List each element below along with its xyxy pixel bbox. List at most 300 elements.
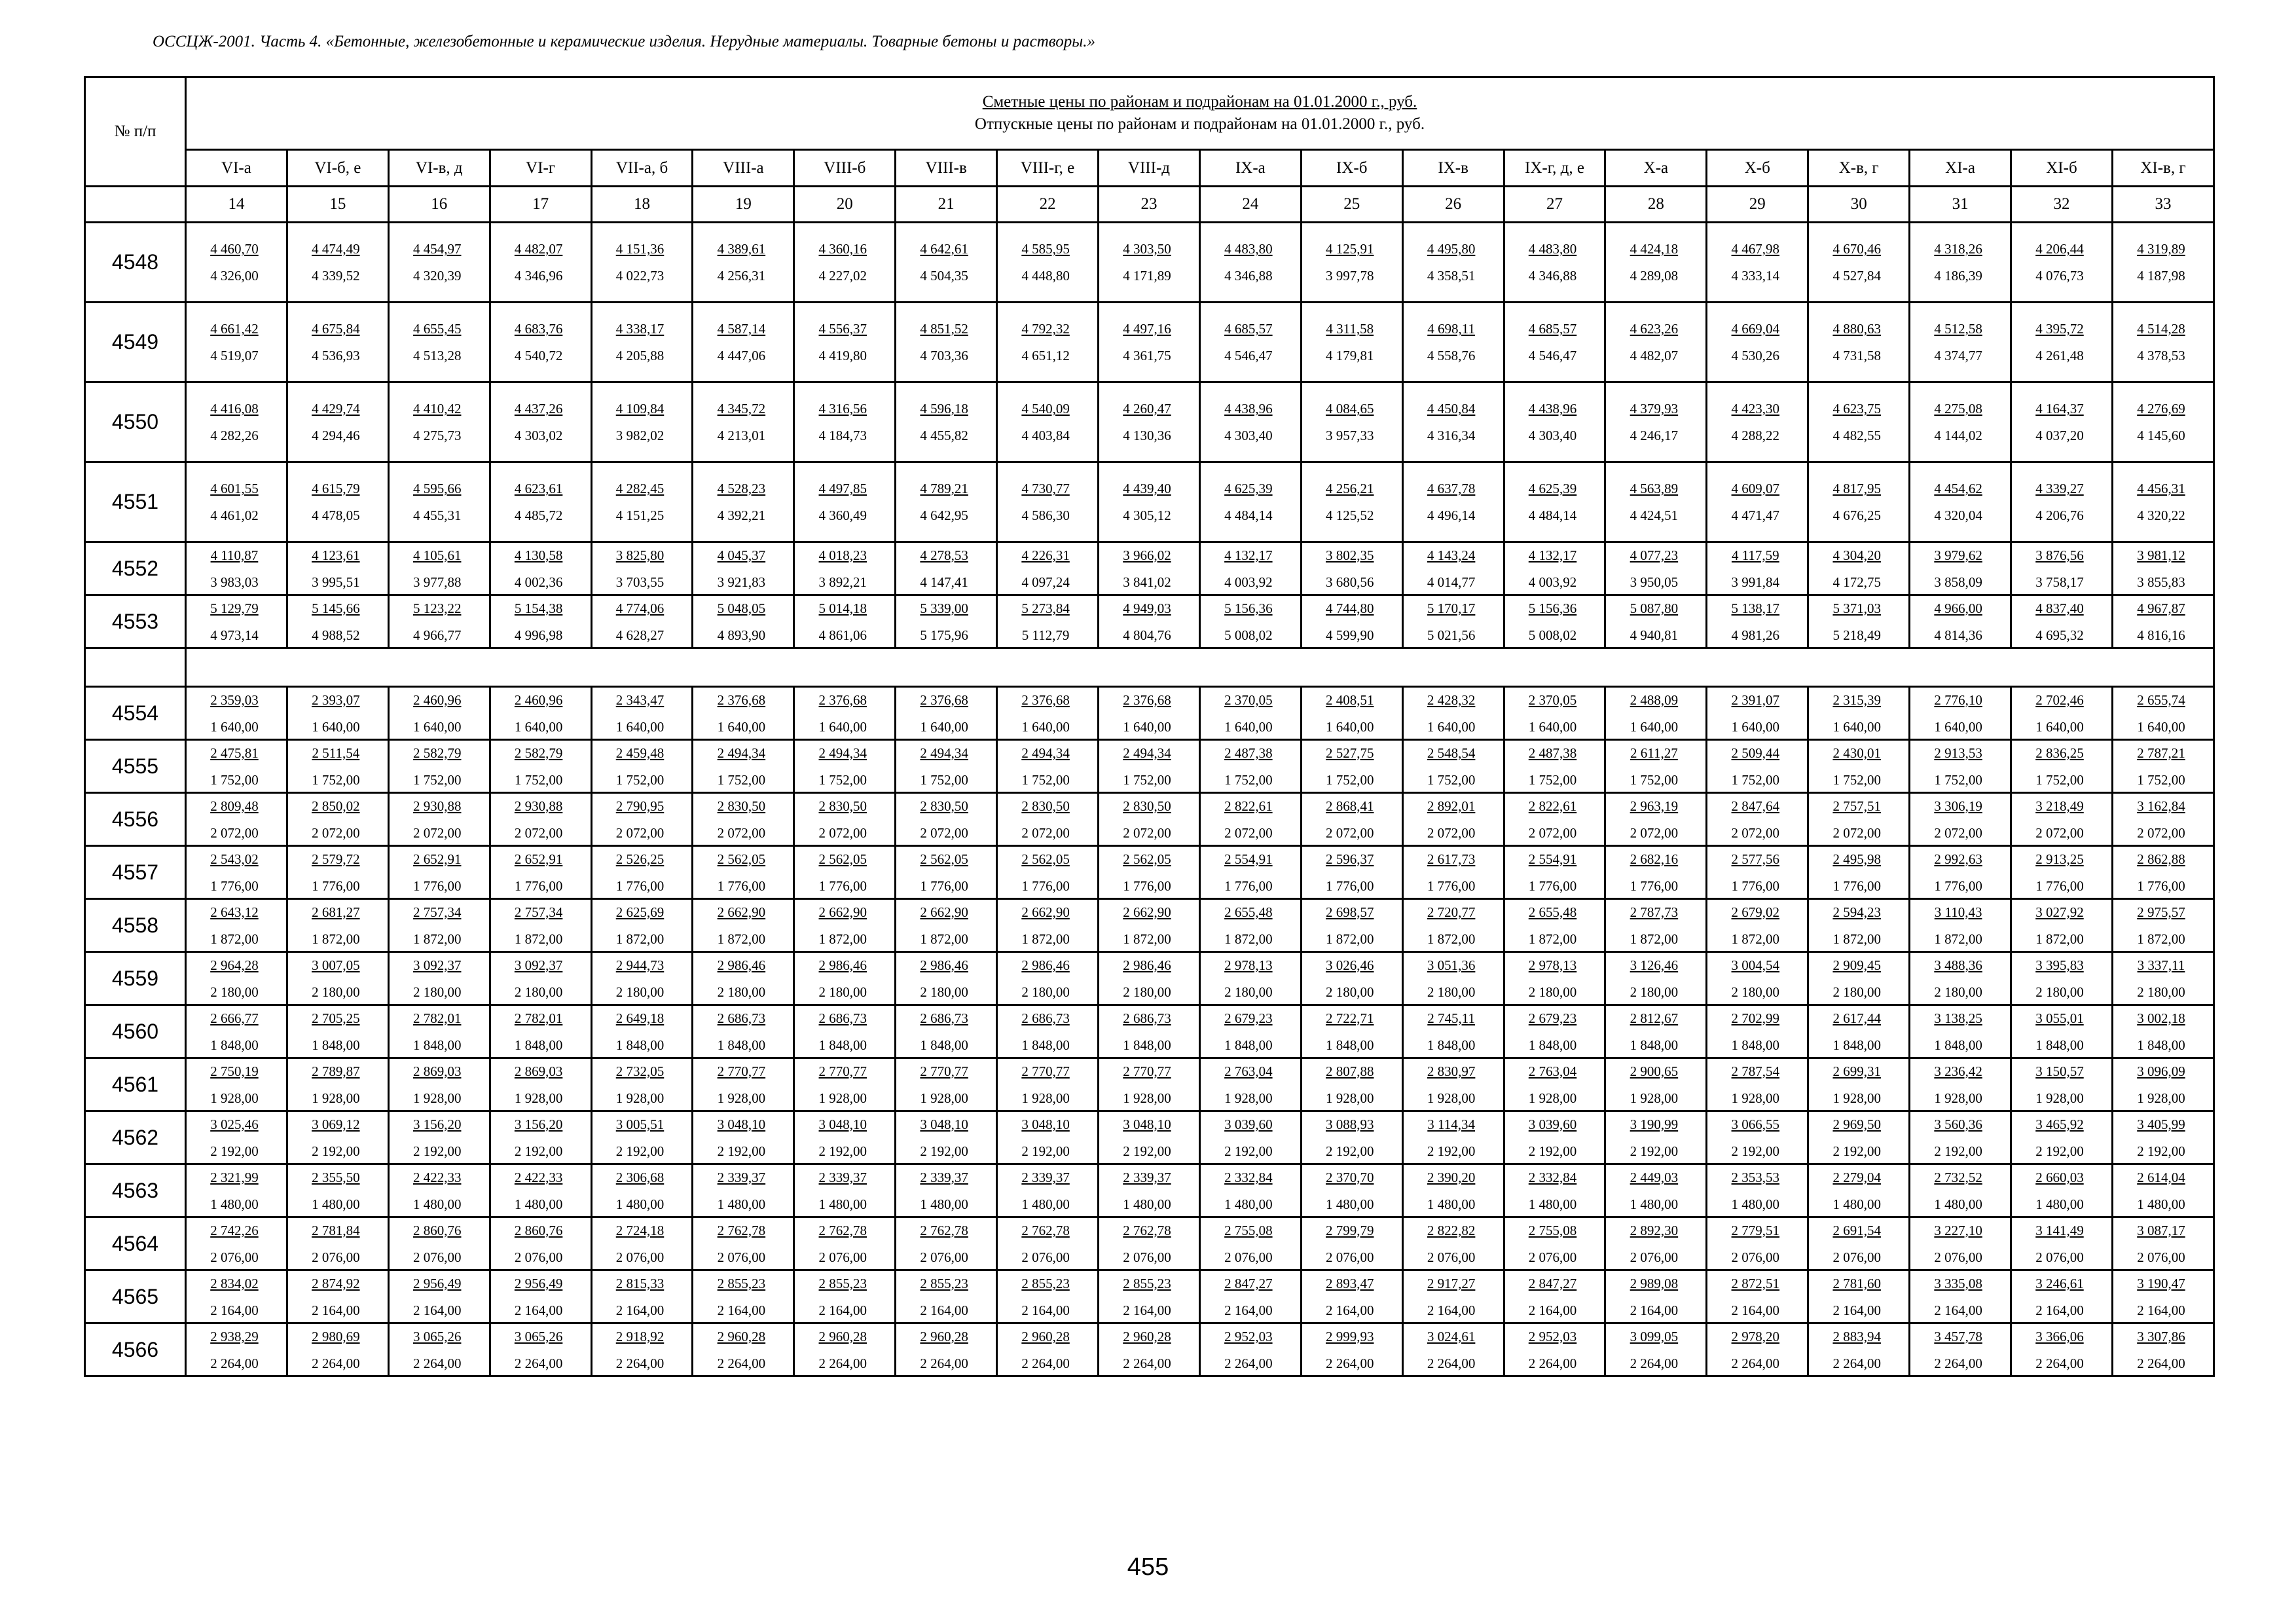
estimate-price: 3 096,09 [2137, 1063, 2185, 1079]
release-price: 2 264,00 [920, 1355, 968, 1371]
estimate-price: 2 872,51 [1731, 1275, 1780, 1291]
price-cell [287, 1217, 388, 1270]
release-price: 2 192,00 [412, 1143, 462, 1159]
release-price: 1 928,00 [920, 1090, 968, 1106]
price-cell [1910, 740, 2011, 793]
estimate-price: 2 757,51 [1832, 798, 1881, 814]
release-price: 2 264,00 [514, 1355, 563, 1371]
price-cell [1504, 1058, 1605, 1111]
price-cell [1402, 303, 1504, 382]
price-cell [2112, 1323, 2214, 1376]
price-cell [1301, 1217, 1402, 1270]
price-cell [1199, 793, 1301, 846]
release-price: 3 680,56 [1325, 574, 1374, 590]
estimate-price: 3 066,55 [1731, 1116, 1780, 1132]
release-price: 2 072,00 [1325, 824, 1374, 841]
release-price: 2 164,00 [1325, 1302, 1374, 1318]
release-price: 2 264,00 [312, 1355, 360, 1371]
region-header: VI-б, е [287, 150, 388, 187]
release-price: 2 076,00 [1630, 1249, 1679, 1265]
region-header: XI-в, г [2112, 150, 2214, 187]
release-price: 2 180,00 [818, 984, 867, 1000]
column-number: 25 [1301, 187, 1402, 223]
estimate-price: 2 963,19 [1630, 798, 1679, 814]
estimate-price: 2 554,91 [1528, 851, 1577, 867]
release-price: 2 180,00 [615, 984, 665, 1000]
estimate-price: 2 376,68 [1021, 692, 1070, 708]
price-cell [997, 952, 1099, 1005]
price-cell [1808, 223, 1910, 303]
estimate-price: 2 812,67 [1630, 1010, 1679, 1026]
price-cell [896, 793, 997, 846]
release-price: 4 482,07 [1630, 348, 1679, 363]
release-price: 4 424,51 [1630, 507, 1679, 523]
price-cell [591, 1270, 693, 1323]
price-cell [1605, 223, 1707, 303]
price-cell [896, 687, 997, 740]
release-price: 2 192,00 [1021, 1143, 1070, 1159]
estimate-price: 3 405,99 [2137, 1116, 2185, 1132]
price-cell [1910, 303, 2011, 382]
estimate-price: 2 757,34 [412, 904, 462, 920]
price-cell [794, 952, 896, 1005]
price-cell [1707, 1111, 1808, 1164]
price-cell [591, 1323, 693, 1376]
release-price: 2 180,00 [1021, 984, 1070, 1000]
release-price: 2 192,00 [2035, 1143, 2084, 1159]
release-price: 1 752,00 [1832, 771, 1881, 788]
estimate-price: 2 339,37 [818, 1169, 867, 1185]
estimate-price: 4 319,89 [2137, 241, 2185, 257]
column-number: 28 [1605, 187, 1707, 223]
price-cell [1504, 462, 1605, 542]
release-price: 2 072,00 [1123, 824, 1171, 841]
estimate-price: 2 762,78 [717, 1222, 766, 1238]
estimate-price: 3 005,51 [615, 1116, 665, 1132]
estimate-price: 2 770,77 [920, 1063, 968, 1079]
estimate-price: 2 762,78 [1123, 1222, 1171, 1238]
release-price: 3 855,83 [2137, 574, 2185, 590]
price-cell [1910, 793, 2011, 846]
price-cell [997, 382, 1099, 462]
price-cell [693, 303, 794, 382]
release-price: 1 640,00 [2035, 718, 2084, 735]
estimate-price: 2 750,19 [210, 1063, 259, 1079]
price-cell [1605, 1058, 1707, 1111]
estimate-price: 2 679,23 [1224, 1010, 1273, 1026]
release-price: 4 171,89 [1123, 268, 1171, 284]
price-cell [2112, 382, 2214, 462]
price-cell [1707, 462, 1808, 542]
release-price: 2 180,00 [1123, 984, 1171, 1000]
release-price: 4 275,73 [412, 428, 462, 443]
price-cell [1402, 1058, 1504, 1111]
release-price: 2 180,00 [1832, 984, 1881, 1000]
price-cell [896, 846, 997, 899]
release-price: 2 192,00 [1832, 1143, 1881, 1159]
release-price: 4 320,22 [2137, 507, 2185, 523]
estimate-price: 2 577,56 [1731, 851, 1780, 867]
price-cell [591, 846, 693, 899]
release-price: 1 848,00 [1224, 1037, 1273, 1053]
price-cell [1707, 740, 1808, 793]
estimate-price: 2 822,82 [1427, 1222, 1476, 1238]
price-cell [1808, 462, 1910, 542]
row-number: 4548 [85, 223, 186, 303]
estimate-price: 2 393,07 [312, 692, 360, 708]
release-price: 4 628,27 [615, 627, 665, 643]
price-cell [1402, 1217, 1504, 1270]
release-price: 2 180,00 [717, 984, 766, 1000]
estimate-price: 5 048,05 [717, 600, 766, 616]
column-number: 29 [1707, 187, 1808, 223]
row-number: 4563 [85, 1164, 186, 1217]
release-price: 2 192,00 [1224, 1143, 1273, 1159]
price-cell [490, 303, 591, 382]
price-cell [2011, 1111, 2113, 1164]
price-cell [591, 542, 693, 595]
price-cell [1402, 687, 1504, 740]
estimate-price: 3 099,05 [1630, 1328, 1679, 1344]
release-price: 5 112,79 [1021, 627, 1070, 643]
price-cell [1301, 382, 1402, 462]
estimate-price: 2 986,46 [818, 957, 867, 973]
price-cell [1301, 687, 1402, 740]
estimate-price: 3 150,57 [2035, 1063, 2084, 1079]
release-price: 1 928,00 [1123, 1090, 1171, 1106]
estimate-price: 3 190,47 [2137, 1275, 2185, 1291]
region-header: VI-а [186, 150, 287, 187]
price-cell [388, 687, 490, 740]
estimate-price: 4 460,70 [210, 241, 259, 257]
release-price: 1 928,00 [1427, 1090, 1476, 1106]
price-cell [186, 542, 287, 595]
estimate-price: 3 092,37 [514, 957, 563, 973]
release-price: 3 957,33 [1325, 428, 1374, 443]
price-cell [287, 462, 388, 542]
estimate-price: 2 422,33 [514, 1169, 563, 1185]
estimate-price: 2 776,10 [1934, 692, 1982, 708]
release-price: 1 848,00 [1630, 1037, 1679, 1053]
price-cell [490, 1164, 591, 1217]
row-number: 4555 [85, 740, 186, 793]
release-price: 1 872,00 [1528, 931, 1577, 947]
estimate-price: 2 562,05 [818, 851, 867, 867]
estimate-price: 2 655,48 [1224, 904, 1273, 920]
price-cell [1910, 223, 2011, 303]
price-cell [2112, 846, 2214, 899]
estimate-price: 2 617,73 [1427, 851, 1476, 867]
release-price: 1 752,00 [1934, 771, 1982, 788]
price-cell [1504, 1270, 1605, 1323]
estimate-price: 2 964,28 [210, 957, 259, 973]
estimate-price: 2 562,05 [1123, 851, 1171, 867]
release-price: 1 480,00 [1630, 1196, 1679, 1212]
estimate-price: 2 487,38 [1224, 745, 1273, 761]
release-price: 4 320,39 [412, 268, 462, 284]
price-cell [1301, 952, 1402, 1005]
price-cell [1402, 793, 1504, 846]
price-cell [1504, 382, 1605, 462]
release-price: 4 966,77 [412, 627, 462, 643]
release-price: 1 872,00 [210, 931, 259, 947]
release-price: 1 848,00 [2035, 1037, 2084, 1053]
estimate-price: 2 376,68 [818, 692, 867, 708]
release-price: 2 164,00 [818, 1302, 867, 1318]
price-cell [591, 793, 693, 846]
column-number: 20 [794, 187, 896, 223]
release-price: 2 264,00 [1832, 1355, 1881, 1371]
estimate-price: 2 332,84 [1224, 1169, 1273, 1185]
release-price: 4 536,93 [312, 348, 360, 363]
release-price: 1 848,00 [1832, 1037, 1881, 1053]
estimate-price: 4 282,45 [615, 481, 665, 496]
release-price: 4 448,80 [1021, 268, 1070, 284]
release-price: 4 289,08 [1630, 268, 1679, 284]
column-number: 33 [2112, 187, 2214, 223]
price-cell [186, 1111, 287, 1164]
estimate-price: 2 686,73 [920, 1010, 968, 1026]
release-price: 4 546,47 [1224, 348, 1273, 363]
release-price: 2 264,00 [1934, 1355, 1982, 1371]
estimate-price: 3 488,36 [1934, 957, 1982, 973]
estimate-price: 3 039,60 [1224, 1116, 1273, 1132]
price-cell [1099, 542, 1200, 595]
estimate-price: 2 614,04 [2137, 1169, 2185, 1185]
price-cell [388, 1270, 490, 1323]
estimate-price: 4 454,97 [412, 241, 462, 257]
price-cell [1605, 1111, 1707, 1164]
price-cell [2112, 1270, 2214, 1323]
price-cell [388, 595, 490, 648]
price-cell [1707, 223, 1808, 303]
release-price: 2 076,00 [615, 1249, 665, 1265]
estimate-price: 2 986,46 [920, 957, 968, 973]
release-price: 4 320,04 [1934, 507, 1982, 523]
estimate-price: 3 048,10 [818, 1116, 867, 1132]
price-cell [1605, 793, 1707, 846]
estimate-price: 2 370,05 [1528, 692, 1577, 708]
estimate-price: 3 236,42 [1934, 1063, 1982, 1079]
price-cell [896, 223, 997, 303]
release-price: 4 893,90 [717, 627, 766, 643]
estimate-price: 3 051,36 [1427, 957, 1476, 973]
price-cell [997, 1323, 1099, 1376]
release-price: 2 180,00 [1528, 984, 1577, 1000]
column-number: 17 [490, 187, 591, 223]
column-number: 31 [1910, 187, 2011, 223]
estimate-price: 2 830,97 [1427, 1063, 1476, 1079]
release-price: 1 480,00 [312, 1196, 360, 1212]
release-price: 2 076,00 [1123, 1249, 1171, 1265]
price-cell [1301, 740, 1402, 793]
release-price: 1 872,00 [1224, 931, 1273, 947]
estimate-price: 5 138,17 [1731, 600, 1780, 616]
release-price: 1 872,00 [2035, 931, 2084, 947]
estimate-price: 2 742,26 [210, 1222, 259, 1238]
price-cell [2011, 382, 2113, 462]
price-cell [2011, 740, 2113, 793]
price-cell [591, 1111, 693, 1164]
price-cell [1605, 1217, 1707, 1270]
price-cell [1707, 382, 1808, 462]
estimate-price: 2 422,33 [412, 1169, 462, 1185]
estimate-price: 2 944,73 [615, 957, 665, 973]
release-price: 2 164,00 [1832, 1302, 1881, 1318]
release-price: 3 977,88 [412, 574, 462, 590]
estimate-price: 4 474,49 [312, 241, 360, 257]
price-cell [1504, 223, 1605, 303]
estimate-price: 4 528,23 [717, 481, 766, 496]
price-cell [693, 1005, 794, 1058]
estimate-price: 2 582,79 [412, 745, 462, 761]
release-price: 4 022,73 [615, 268, 665, 284]
estimate-price: 2 679,02 [1731, 904, 1780, 920]
price-cell [896, 740, 997, 793]
price-cell [1707, 952, 1808, 1005]
estimate-price: 4 774,06 [615, 600, 665, 616]
release-price: 3 921,83 [717, 574, 766, 590]
price-cell [794, 846, 896, 899]
price-cell [1199, 1058, 1301, 1111]
price-cell [1504, 687, 1605, 740]
price-cell [591, 303, 693, 382]
release-price: 1 480,00 [1325, 1196, 1374, 1212]
release-price: 1 872,00 [312, 931, 360, 947]
estimate-price: 2 359,03 [210, 692, 259, 708]
estimate-price: 2 960,28 [1021, 1328, 1070, 1344]
release-price: 1 776,00 [210, 877, 259, 894]
release-price: 2 072,00 [920, 824, 968, 841]
release-price: 1 872,00 [717, 931, 766, 947]
estimate-price: 2 660,03 [2035, 1169, 2084, 1185]
estimate-price: 2 781,60 [1832, 1275, 1881, 1291]
estimate-price: 4 792,32 [1021, 321, 1070, 337]
release-price: 4 346,88 [1224, 268, 1273, 284]
table-row [85, 846, 2214, 899]
price-cell [287, 1164, 388, 1217]
release-price: 4 447,06 [717, 348, 766, 363]
release-price: 2 072,00 [312, 824, 360, 841]
estimate-price: 4 318,26 [1934, 241, 1982, 257]
release-price: 1 752,00 [1528, 771, 1577, 788]
release-price: 2 072,00 [1832, 824, 1881, 841]
estimate-price: 4 655,45 [412, 321, 462, 337]
estimate-price: 2 548,54 [1427, 745, 1476, 761]
estimate-price: 2 762,78 [1021, 1222, 1070, 1238]
price-cell [1099, 462, 1200, 542]
release-price: 4 002,36 [514, 574, 563, 590]
estimate-price: 3 025,46 [210, 1116, 259, 1132]
estimate-price: 2 681,27 [312, 904, 360, 920]
price-cell [1199, 223, 1301, 303]
release-price: 4 213,01 [717, 428, 766, 443]
estimate-price: 2 830,50 [717, 798, 766, 814]
release-price: 4 346,96 [514, 268, 563, 284]
estimate-price: 4 130,58 [514, 547, 563, 563]
price-cell [997, 846, 1099, 899]
release-price: 4 316,34 [1427, 428, 1476, 443]
price-cell [1605, 899, 1707, 952]
release-price: 2 076,00 [1934, 1249, 1982, 1265]
price-cell [1910, 899, 2011, 952]
release-price: 1 848,00 [2137, 1037, 2185, 1053]
estimate-price: 2 855,23 [920, 1275, 968, 1291]
price-cell [997, 542, 1099, 595]
estimate-price: 4 276,69 [2137, 401, 2185, 416]
estimate-price: 3 141,49 [2035, 1222, 2084, 1238]
price-cell [388, 1005, 490, 1058]
release-price: 2 076,00 [412, 1249, 462, 1265]
estimate-price: 2 343,47 [615, 692, 665, 708]
price-cell [1199, 1323, 1301, 1376]
release-price: 4 261,48 [2035, 348, 2084, 363]
price-cell [896, 462, 997, 542]
release-price: 2 180,00 [2035, 984, 2084, 1000]
price-cell [186, 462, 287, 542]
estimate-price: 4 132,17 [1528, 547, 1577, 563]
estimate-price: 4 675,84 [312, 321, 360, 337]
price-cell [1910, 542, 2011, 595]
estimate-price: 4 625,39 [1528, 481, 1577, 496]
release-price: 1 640,00 [312, 718, 360, 735]
estimate-price: 5 129,79 [210, 600, 259, 616]
release-price: 2 072,00 [717, 824, 766, 841]
price-cell [186, 1005, 287, 1058]
price-cell [490, 1111, 591, 1164]
estimate-price: 2 662,90 [717, 904, 766, 920]
release-price: 1 480,00 [1528, 1196, 1577, 1212]
release-price: 1 776,00 [818, 877, 867, 894]
release-price: 4 513,28 [412, 348, 462, 363]
estimate-price: 3 026,46 [1325, 957, 1374, 973]
estimate-price: 4 587,14 [717, 321, 766, 337]
release-price: 1 776,00 [312, 877, 360, 894]
price-cell [1099, 740, 1200, 793]
estimate-price: 4 206,44 [2035, 241, 2084, 257]
price-cell [1402, 542, 1504, 595]
estimate-price: 4 623,75 [1832, 401, 1881, 416]
release-price: 4 187,98 [2137, 268, 2185, 284]
price-cell [186, 595, 287, 648]
region-header: VIII-г, е [997, 150, 1099, 187]
release-price: 4 227,02 [818, 268, 867, 284]
release-price: 1 776,00 [1528, 877, 1577, 894]
price-cell [997, 223, 1099, 303]
release-price: 1 776,00 [615, 877, 665, 894]
estimate-price: 2 952,03 [1224, 1328, 1273, 1344]
price-cell [591, 382, 693, 462]
price-cell [693, 1058, 794, 1111]
estimate-price: 2 900,65 [1630, 1063, 1679, 1079]
release-price: 1 776,00 [1021, 877, 1070, 894]
estimate-price: 4 495,80 [1427, 241, 1476, 257]
release-price: 1 848,00 [312, 1037, 360, 1053]
estimate-price: 2 986,46 [717, 957, 766, 973]
price-cell [1099, 1058, 1200, 1111]
price-cell [693, 793, 794, 846]
estimate-price: 2 869,03 [412, 1063, 462, 1079]
release-price: 4 496,14 [1427, 507, 1476, 523]
estimate-price: 2 543,02 [210, 851, 259, 867]
price-cell [490, 846, 591, 899]
estimate-price: 4 105,61 [412, 547, 462, 563]
release-price: 2 192,00 [514, 1143, 563, 1159]
estimate-price: 2 745,11 [1427, 1010, 1475, 1026]
estimate-price: 3 048,10 [920, 1116, 968, 1132]
price-cell [1199, 952, 1301, 1005]
release-price: 1 848,00 [1123, 1037, 1171, 1053]
